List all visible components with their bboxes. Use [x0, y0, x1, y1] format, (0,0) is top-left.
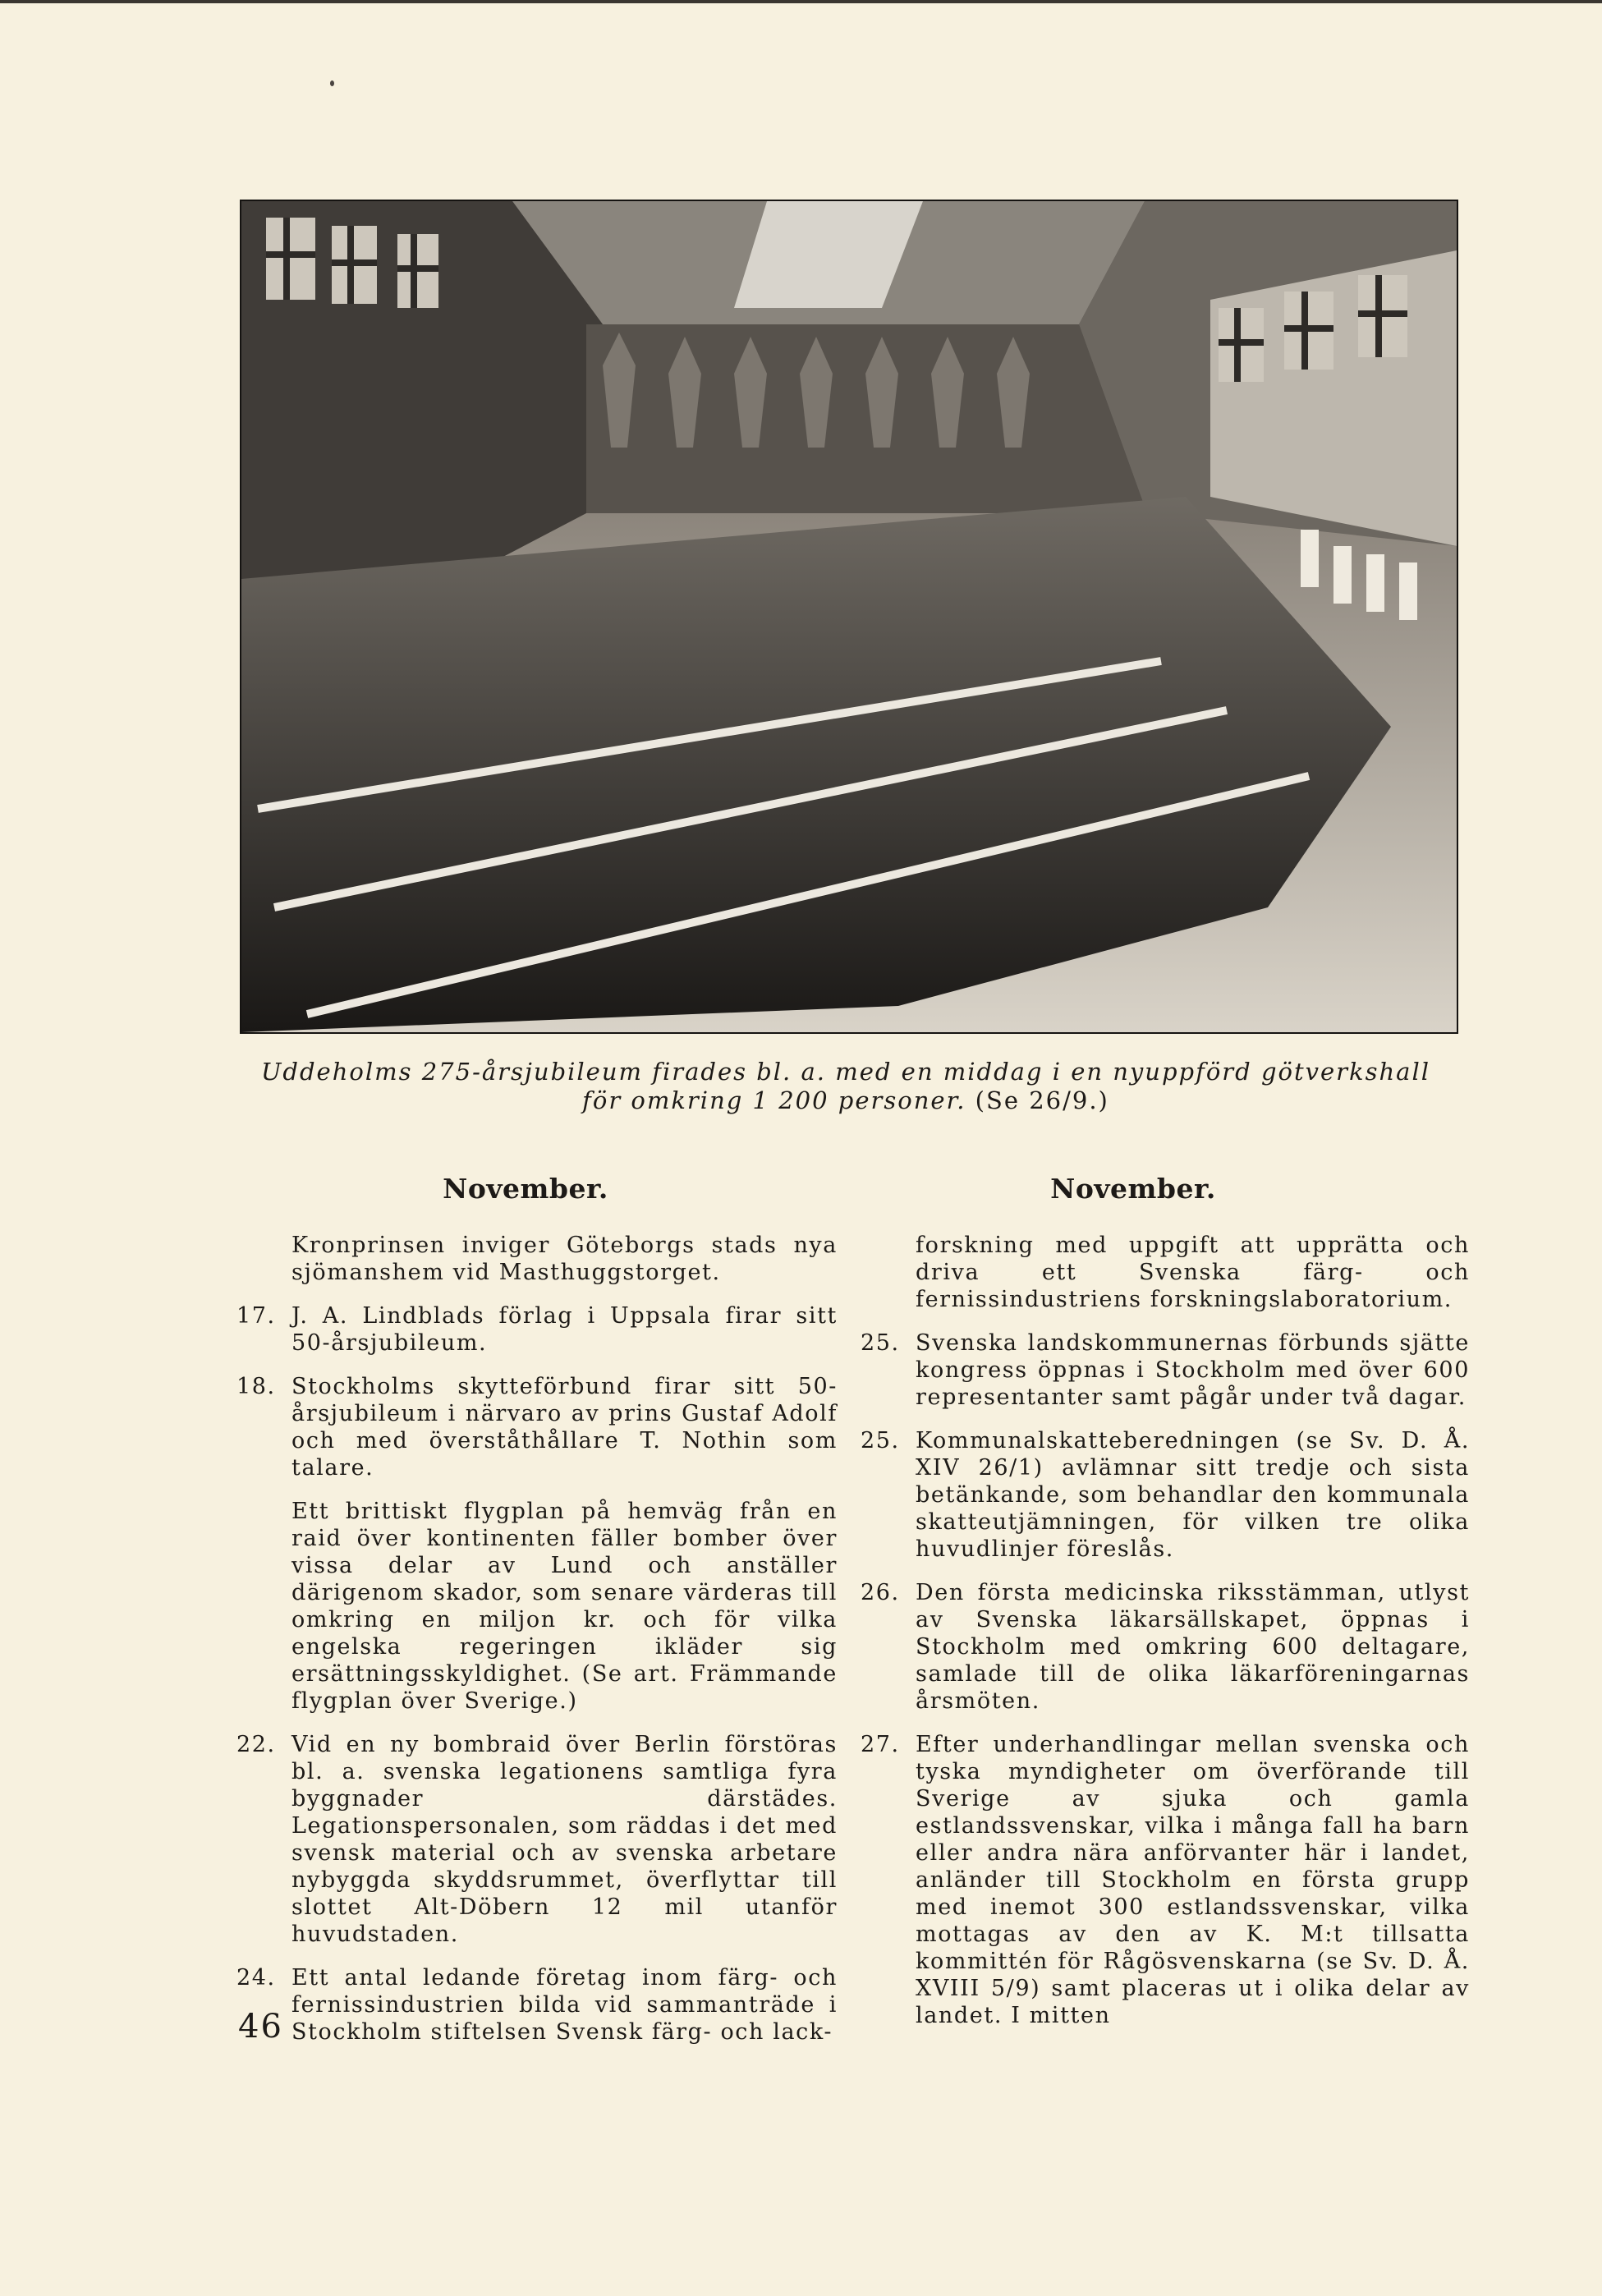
- entry-text: Kommunalskatteberedningen (se Sv. D. Å. XIV 26/1) avlämnar sitt tredje och sista betänkande, som behandlar den kommunala skatteutjämningen, för vilken tre olika huvudlinjer föreslås.: [916, 1428, 1470, 1562]
- page-number: 46: [238, 2008, 283, 2046]
- entry-text: Ett brittiskt flygplan på hemväg från en raid över kontinenten fäller bomber över vissa delar av Lund och anställer därigenom skador, som senare värderas till omkring en miljon kr. och för vilka engelska regeringen ikläder sig ersättningsskyldighet. (Se art. Främmande flygplan över Sverige.): [291, 1499, 838, 1714]
- entry-text: Efter underhandlingar mellan svenska och tyska myndigheter om överförande till Sverige av sjuka och gamla estlandssvenskar, vilka i många fall ha barn eller andra nära anförvanter här i landet, anländer till Stockholm en första grupp med inemot 300 estlandssvenskar, vilka mottagas av den av K. M:t tillsatta kommittén för Rågösvenskarna (se Sv. D. Å. XVIII 5/9) samt placeras ut i olika delar av landet. I mitten: [916, 1732, 1470, 2028]
- entry-text: Svenska landskommunernas förbunds sjätte kongress öppnas i Stockholm med över 600 representanter samt pågår under två dagar.: [916, 1330, 1470, 1410]
- chronicle-entry: [854, 1579, 1470, 1715]
- entry-date: 25.: [861, 1330, 900, 1356]
- entry-date: 22.: [236, 1732, 276, 1757]
- chronicle-entry: [230, 1498, 838, 1715]
- right-column-heading: November.: [1050, 1173, 1216, 1205]
- caption-reference: (Se 26/9.): [975, 1086, 1109, 1114]
- chronicle-entry: [854, 1731, 1470, 2029]
- entry-date: 25.: [861, 1428, 900, 1453]
- chronicle-entry: [230, 1302, 838, 1357]
- chronicle-entry: [854, 1232, 1470, 1313]
- entry-text: J. A. Lindblads förlag i Uppsala firar sitt 50-årsjubileum.: [291, 1303, 838, 1356]
- entry-text: Stockholms skytteförbund firar sitt 50-årsjubileum i närvaro av prins Gustaf Adolf och med överståthållare T. Nothin som talare.: [291, 1374, 838, 1481]
- chronicle-entry: [230, 1731, 838, 1948]
- caption-italic-text: Uddeholms 275-årsjubileum firades bl. a. med en middag i en nyuppförd götverkshall för omkring 1 200 personer.: [260, 1058, 1431, 1114]
- chronicle-entry: [230, 1232, 838, 1286]
- entry-text: Den första medicinska riksstämman, utlyst av Svenska läkarsällskapet, öppnas i Stockholm med omkring 600 deltagare, samlade till de olika läkarföreningarnas årsmöten.: [916, 1580, 1470, 1714]
- entry-date: 27.: [861, 1732, 900, 1757]
- page-top-border: [0, 0, 1602, 3]
- left-column: [230, 1173, 838, 2062]
- chronicle-entry: [230, 1373, 838, 1481]
- entry-date: 17.: [236, 1303, 276, 1329]
- chronicle-entry: [854, 1329, 1470, 1411]
- entry-date: 26.: [861, 1580, 900, 1605]
- entry-text: Ett antal ledande företag inom färg- och fernissindustrien bilda vid sammanträde i Stockholm stiftelsen Svensk färg- och lack-: [291, 1965, 838, 2045]
- entry-date: 18.: [236, 1374, 276, 1399]
- banquet-photo: [240, 200, 1458, 1034]
- photo-caption: [246, 1058, 1445, 1115]
- left-column-heading: November.: [443, 1173, 608, 1205]
- chronicle-entry: [854, 1427, 1470, 1563]
- print-speck: [330, 80, 334, 86]
- chronicle-entry: [230, 1964, 838, 2046]
- right-column: [854, 1173, 1470, 2046]
- entry-text: Kronprinsen inviger Göteborgs stads nya sjömanshem vid Masthuggstorget.: [291, 1233, 838, 1285]
- entry-text: Vid en ny bombraid över Berlin förstöras bl. a. svenska legationens samtliga fyra byggnader därstädes. Legationspersonalen, som räddas i det med svensk material och av svenska arbetare nybyggda skyddsrummet, överflyttar till slottet Alt-Döbern 12 mil utanför huvudstaden.: [291, 1732, 838, 1947]
- banquet-photo-icon: [241, 201, 1457, 1032]
- entry-date: 24.: [236, 1965, 276, 1991]
- entry-text: forskning med uppgift att upprätta och driva ett Svenska färg- och fernissindustriens forskningslaboratorium.: [916, 1233, 1470, 1312]
